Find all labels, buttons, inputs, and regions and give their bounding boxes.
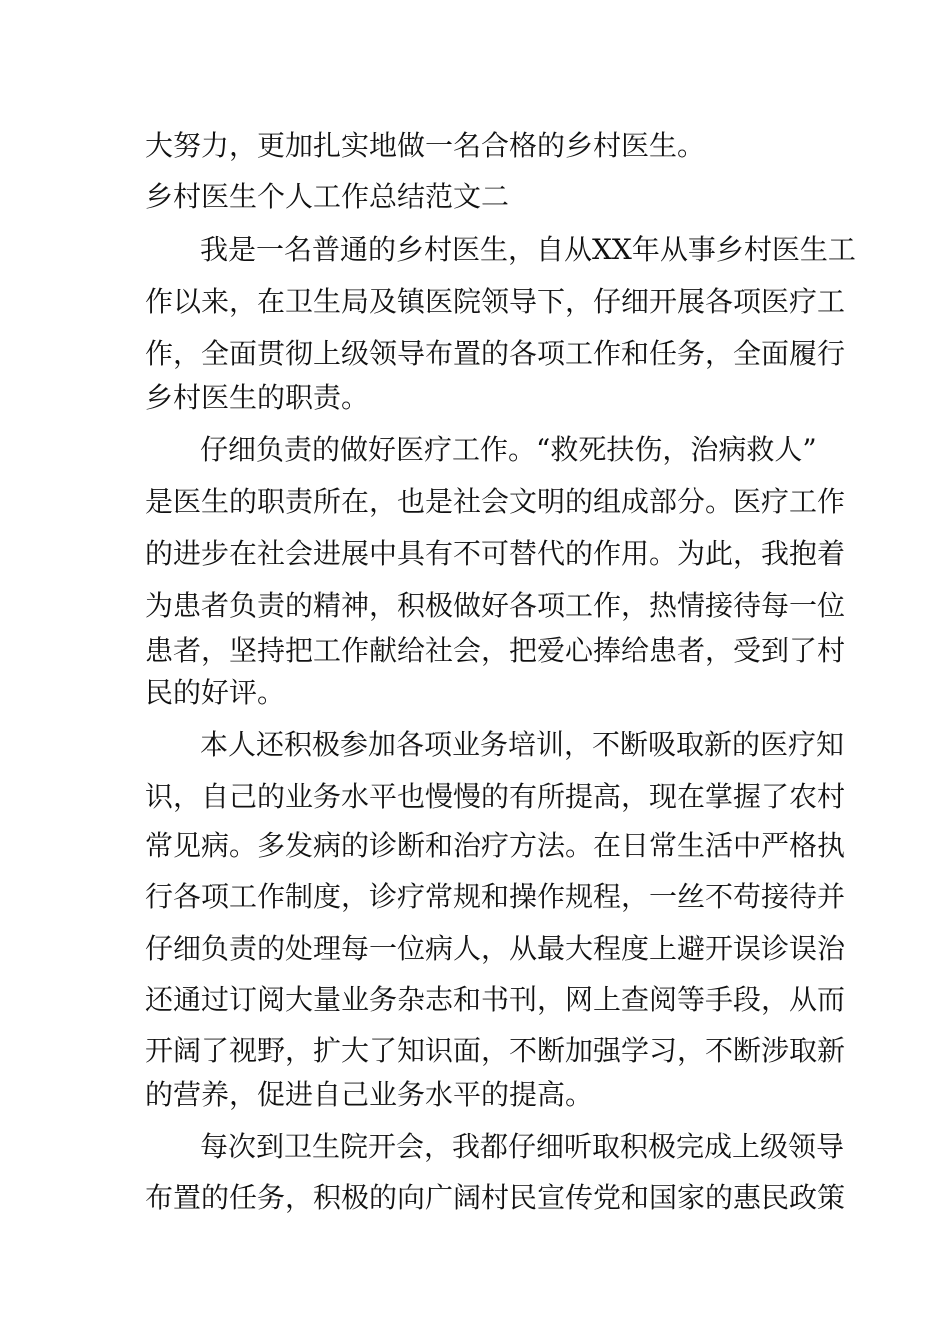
paragraph-line: 患者，坚持把工作献给社会，把爱心捧给患者，受到了村 [145,634,846,667]
paragraph-line: 布置的任务，积极的向广阔村民宣传党和国家的惠民政策 [145,1181,846,1214]
paragraph-line: 的进步在社会进展中具有不可替代的作用。为此，我抱着 [145,537,846,570]
paragraph-line: 的营养，促进自己业务水平的提高。 [145,1078,594,1111]
paragraph-line: 作，全面贯彻上级领导布置的各项工作和任务，全面履行 [145,337,846,370]
paragraph-line: 本人还积极参加各项业务培训，不断吸取新的医疗知 [200,728,845,761]
paragraph-line: 识，自己的业务水平也慢慢的有所提高，现在掌握了农村 [145,780,846,813]
paragraph-line: 乡村医生的职责。 [145,381,370,414]
paragraph-line: 民的好评。 [145,676,286,709]
paragraph-line: 开阔了视野，扩大了知识面，不断加强学习，不断涉取新 [145,1034,846,1067]
paragraph-line: 是医生的职责所在，也是社会文明的组成部分。医疗工作 [145,485,846,518]
paragraph-line: 还通过订阅大量业务杂志和书刊，网上查阅等手段，从而 [145,983,846,1016]
paragraph-line: 仔细负责的做好医疗工作。“救死扶伤，治病救人” [200,433,817,466]
paragraph-line: 仔细负责的处理每一位病人，从最大程度上避开误诊误治 [145,932,846,965]
paragraph-line: 行各项工作制度，诊疗常规和操作规程，一丝不苟接待并 [145,880,846,913]
paragraph-line: 作以来，在卫生局及镇医院领导下，仔细开展各项医疗工 [145,285,846,318]
paragraph-line: 每次到卫生院开会，我都仔细听取积极完成上级领导 [200,1130,845,1163]
paragraph-line: 常见病。多发病的诊断和治疗方法。在日常生活中严格执 [145,829,846,862]
paragraph-line: 大努力，更加扎实地做一名合格的乡村医生。 [145,129,706,162]
section-heading: 乡村医生个人工作总结范文二 [145,180,510,213]
paragraph-line: 我是一名普通的乡村医生，自从XX年从事乡村医生工 [200,233,856,266]
paragraph-line: 为患者负责的精神，积极做好各项工作，热情接待每一位 [145,589,846,622]
